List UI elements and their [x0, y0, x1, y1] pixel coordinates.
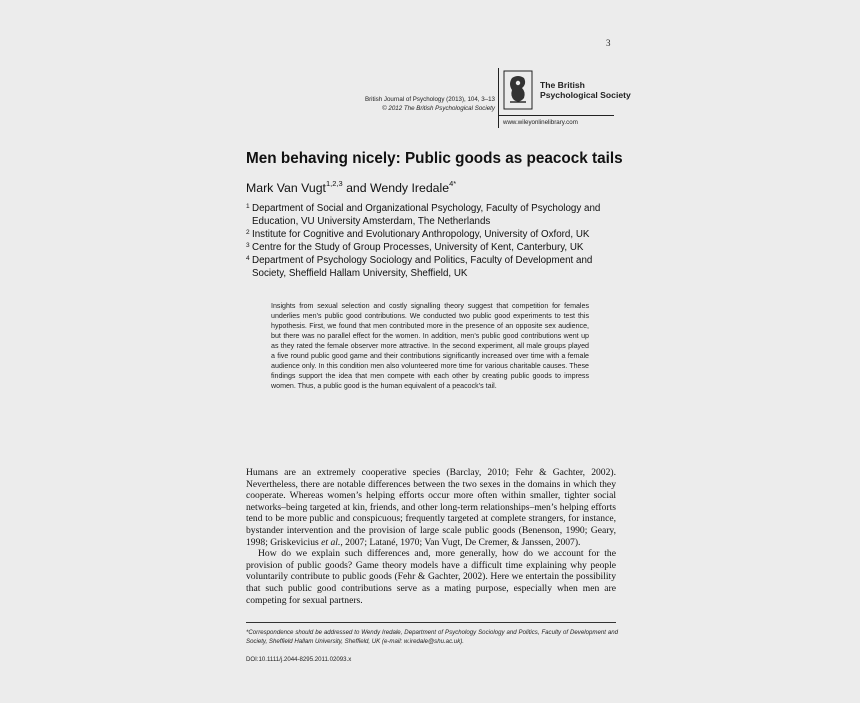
affiliation-text: Department of Social and Organizational Psychology, Faculty of Psychology and Education, VU University Amsterdam, The Netherlands [252, 203, 601, 227]
paragraph-1-part-a: Humans are an extremely cooperative species (Barclay, 2010; Fehr & Gachter, 2002). Nevertheless, there are notable differences between the two sexes in the domains in which they cooperate. Whereas women’s helping efforts occur more often within smaller, tighter social networks–being targeted at kin, friends, and other long-term relationships–men’s helping efforts tend to be more public and conspicuous; frequently targeted at complete strangers, for instance, bystander intervention and the provision of large scale public goods (Benenson, 1990; Geary, 1998; Griskevicius [246, 467, 616, 548]
author-2-affil: 4* [449, 179, 457, 188]
website-link[interactable]: www.wileyonlinelibrary.com [503, 119, 578, 126]
journal-copyright: © 2012 The British Psychological Society [382, 104, 495, 112]
header-divider-horizontal [498, 115, 614, 116]
affiliation-number: 4 [246, 255, 250, 262]
author-1-affil: 1,2,3 [325, 179, 343, 188]
et-al: et al. [321, 536, 341, 548]
paragraph-1-part-b: , 2007; Latané, 1970; Van Vugt, De Cremer, & Janssen, 2007). [340, 536, 581, 548]
paragraph-2: How do we explain such differences and, more generally, how do we account for the provision of public goods? Game theory models have a difficult time explaining why people voluntarily contribute to public goods (Fehr & Gachter, 2002). Here we entertain the possibility that such public good contributions serve as a mating purpose, especially when men are competing for sexual partners. [246, 548, 616, 606]
bps-logo-icon [503, 70, 533, 110]
journal-citation: British Journal of Psychology (2013), 104, 3–13 [364, 96, 495, 103]
society-name [540, 80, 631, 100]
doi[interactable]: DOI:10.1111/j.2044-8295.2011.02093.x [246, 656, 352, 663]
affiliation-text: Institute for Cognitive and Evolutionary Anthropology, University of Oxford, UK [252, 229, 590, 240]
article-title: Men behaving nicely: Public goods as peacock tails [246, 150, 623, 167]
footnote-divider [246, 622, 616, 623]
affiliations [246, 202, 626, 280]
affiliation-3 [246, 241, 626, 254]
affiliation-text: Centre for the Study of Group Processes, University of Kent, Canterbury, UK [252, 242, 584, 253]
author-1: Mark Van Vugt [246, 181, 326, 195]
society-name-line2: Psychological Society [540, 90, 631, 100]
journal-info [300, 96, 495, 113]
affiliation-number: 1 [246, 203, 250, 210]
affiliation-2 [246, 228, 626, 241]
society-name-line1: The British [540, 80, 585, 90]
page-number: 3 [606, 38, 611, 48]
author-2: Wendy Iredale [370, 181, 450, 195]
correspondence-footnote: *Correspondence should be addressed to Wendy Iredale, Department of Psychology Sociology and Politics, Faculty of Development and Society, Sheffield Hallam University, Sheffield, UK (e-mail: w.iredale@shu.ac.uk). [246, 629, 618, 645]
affiliation-1 [246, 202, 626, 228]
affiliation-number: 3 [246, 242, 250, 249]
header-divider-vertical [498, 68, 499, 128]
affiliation-number: 2 [246, 229, 250, 236]
paragraph-1 [246, 467, 616, 548]
authors [246, 181, 456, 195]
abstract: Insights from sexual selection and costly signalling theory suggest that competition for females underlies men’s public good contributions. We conducted two public good experiments to test this hypothesis. First, we found that men contributed more in the presence of an opposite sex audience, but there was no parallel effect for the women. In addition, men’s public good contributions went up as they rated the female observer more attractive. In the second experiment, all male groups played a five round public good game and their contributions significantly increased over time with a female audience only. In this condition men also volunteered more time for various charitable causes. These findings support the idea that men compete with each other by creating public goods to impress women. Thus, a public good is the human equivalent of a peacock’s tail. [271, 302, 589, 390]
body-text [246, 467, 616, 606]
author-connector: and [342, 181, 371, 195]
affiliation-4 [246, 254, 626, 280]
affiliation-text: Department of Psychology Sociology and Politics, Faculty of Development and Society, Sheffield Hallam University, Sheffield, UK [252, 255, 593, 279]
